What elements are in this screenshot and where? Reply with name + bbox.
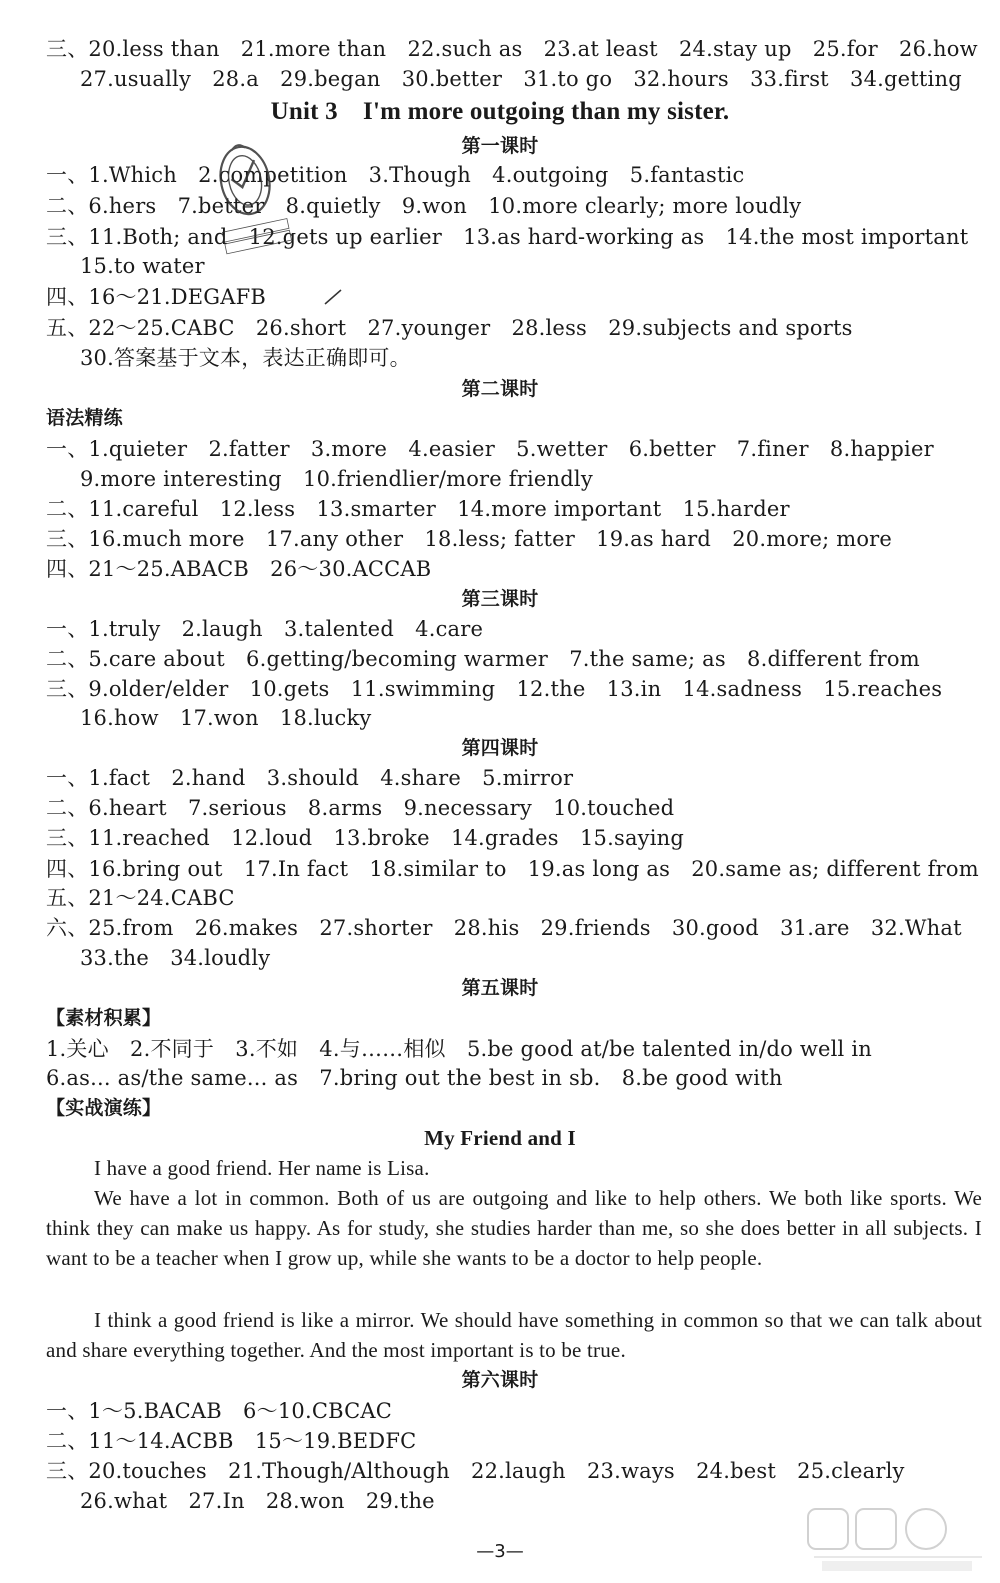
answer-line: 二、11.careful 12.less 13.smarter 14.more important 15.harder <box>46 497 790 521</box>
answer-line: 三、20.touches 21.Though/Although 22.laugh 23.ways 24.best 25.clearly <box>46 1459 905 1483</box>
answer-line: 1.关心 2.不同于 3.不如 4.与……相似 5.be good at/be talented in/do well in <box>46 1037 872 1061</box>
answer-line: 一、1.quieter 2.fatter 3.more 4.easier 5.wetter 6.better 7.finer 8.happier <box>46 437 934 461</box>
essay-title: My Friend and I <box>424 1126 576 1150</box>
answer-line: 三、11.reached 12.loud 13.broke 14.grades 15.saying <box>46 826 685 850</box>
answer-line: 二、6.heart 7.serious 8.arms 9.necessary 10.touched <box>46 796 675 820</box>
lesson-heading: 第三课时 <box>461 588 539 610</box>
answer-line: 27.usually 28.a 29.began 30.better 31.to go 32.hours 33.first 34.getting <box>80 67 962 91</box>
answer-line: 一、1～5.BACAB 6～10.CBCAC <box>46 1399 393 1423</box>
answer-line: 6.as... as/the same... as 7.bring out the best in sb. 8.be good with <box>46 1066 783 1090</box>
answer-line: 六、25.from 26.makes 27.shorter 28.his 29.friends 30.good 31.are 32.What <box>46 916 962 940</box>
answer-line: 二、6.hers 7.better 8.quietly 9.won 10.more clearly; more loudly <box>46 194 802 218</box>
lesson-heading: 第一课时 <box>461 135 539 157</box>
lesson-heading: 第五课时 <box>461 977 539 999</box>
answer-line: 五、21～24.CABC <box>46 886 235 910</box>
section-label: 【素材积累】 <box>46 1007 162 1029</box>
answer-line: 15.to water <box>80 254 205 278</box>
answer-line: 33.the 34.loudly <box>80 946 271 970</box>
section-label: 【实战演练】 <box>46 1097 162 1119</box>
page-number: —3— <box>476 1541 524 1562</box>
essay-paragraph: We have a lot in common. Both of us are outgoing and like to help others. We both like sports. We think they can make us happy. As for study, she studies harder than me, so she does better in all subjects. I want to be a teacher when I grow up, while she wants to be a doctor to help people. <box>46 1186 982 1270</box>
lesson-heading: 第二课时 <box>461 378 539 400</box>
answer-line: 三、11.Both; and 12.gets up earlier 13.as hard-working as 14.the most important <box>46 225 969 249</box>
essay-paragraph: I think a good friend is like a mirror. We should have something in common so that we can talk about and share everything together. And the most important is to be true. <box>46 1308 982 1362</box>
answer-line: 三、20.less than 21.more than 22.such as 23.at least 24.stay up 25.for 26.how <box>46 37 978 61</box>
answer-line: 三、9.older/elder 10.gets 11.swimming 12.the 13.in 14.sadness 15.reaches <box>46 677 943 701</box>
answer-line: 一、1.Which 2.competition 3.Though 4.outgoing 5.fantastic <box>46 163 745 187</box>
answer-line: 三、16.much more 17.any other 18.less; fatter 19.as hard 20.more; more <box>46 527 893 551</box>
essay-paragraph: I have a good friend. Her name is Lisa. <box>94 1156 430 1180</box>
answer-line: 四、16.bring out 17.In fact 18.similar to 19.as long as 20.same as; different from <box>46 857 979 881</box>
watermark-logo-icon <box>802 1505 992 1575</box>
unit-title: Unit 3 I'm more outgoing than my sister. <box>270 98 730 125</box>
answer-line: 一、1.truly 2.laugh 3.talented 4.care <box>46 617 484 641</box>
lesson-heading: 第六课时 <box>461 1369 539 1391</box>
answer-line: 五、22～25.CABC 26.short 27.younger 28.less 29.subjects and sports <box>46 316 853 340</box>
answer-line: 一、1.fact 2.hand 3.should 4.share 5.mirror <box>46 766 574 790</box>
answer-line: 四、16～21.DEGAFB <box>46 285 267 309</box>
pencil-slash-icon <box>323 288 343 306</box>
answer-line: 9.more interesting 10.friendlier/more friendly <box>80 467 593 491</box>
answer-line: 二、11～14.ACBB 15～19.BEDFC <box>46 1429 417 1453</box>
answer-line: 30.答案基于文本，表达正确即可。 <box>80 346 411 370</box>
lesson-heading: 第四课时 <box>461 737 539 759</box>
answer-line: 16.how 17.won 18.lucky <box>80 706 372 730</box>
answer-line: 二、5.care about 6.getting/becoming warmer 7.the same; as 8.different from <box>46 647 920 671</box>
section-label: 语法精练 <box>46 407 123 429</box>
answer-line: 26.what 27.In 28.won 29.the <box>80 1489 435 1513</box>
answer-line: 四、21～25.ABACB 26～30.ACCAB <box>46 557 432 581</box>
